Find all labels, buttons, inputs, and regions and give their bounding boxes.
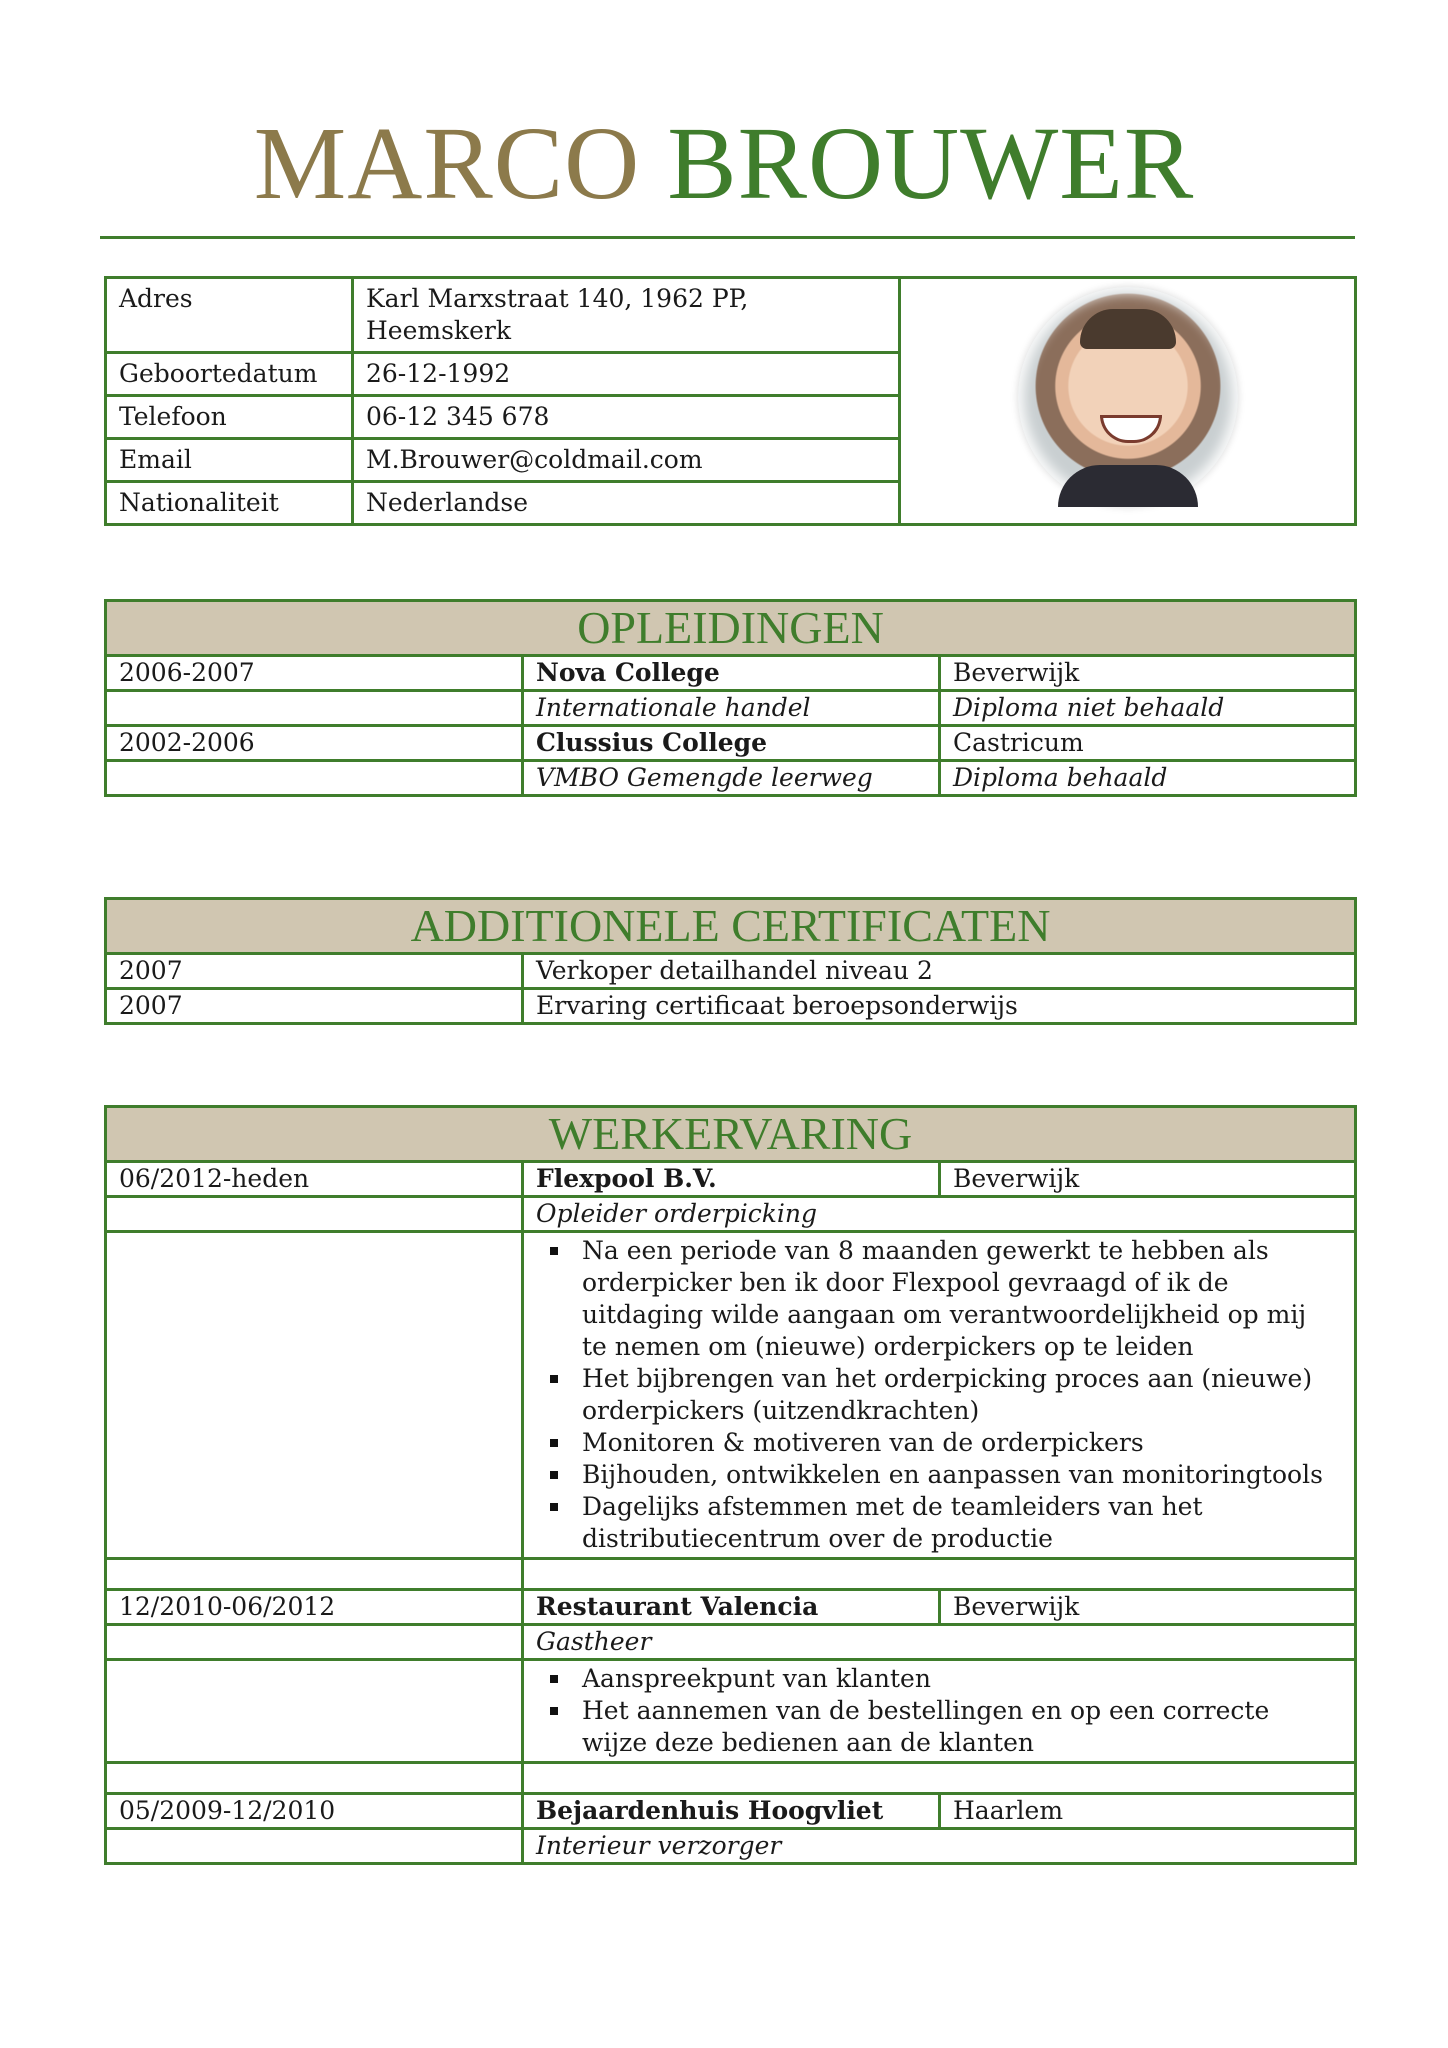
table-row [106,1232,1356,1559]
table-row [106,1559,1356,1590]
edu-school: Clussius College [523,726,940,761]
task-list [536,1661,1336,1761]
job-city: Haarlem [940,1794,1356,1829]
job-period: 06/2012-heden [106,1162,523,1197]
header-divider [100,236,1355,239]
photo-hair [1080,309,1176,349]
job-company: Restaurant Valencia [523,1590,940,1625]
task-list [536,1233,1336,1557]
table-row [106,278,1356,353]
edu-program: VMBO Gemengde leerweg [523,761,940,796]
edu-school: Nova College [523,656,940,691]
empty-cell [106,1660,523,1763]
info-label: Email [106,439,353,482]
table-row [106,691,1356,726]
job-company: Flexpool B.V. [523,1162,940,1197]
job-company: Bejaardenhuis Hoogvliet [523,1794,940,1829]
table-row [106,1590,1356,1625]
spacer-cell [523,1763,1356,1794]
job-role: Interieur verzorger [523,1829,1356,1864]
candidate-name [0,106,1448,221]
first-name: MARCO [253,106,641,221]
list-item: Het aannemen van de bestellingen en op een correcte wijze deze bedienen aan de klanten [536,1695,1336,1759]
table-row [106,601,1356,656]
profile-photo [1018,287,1238,507]
job-tasks [523,1232,1356,1559]
cert-name: Ervaring certificaat beroepsonderwijs [523,989,1356,1024]
edu-period: 2006-2007 [106,656,523,691]
table-row [106,1829,1356,1864]
info-label: Adres [106,278,353,353]
list-item: Dagelijks afstemmen met de teamleiders van het distributiecentrum over de productie [536,1491,1336,1555]
edu-result: Diploma niet behaald [940,691,1356,726]
photo-smile [1100,415,1162,443]
info-value: Karl Marxstraat 140, 1962 PP, Heemskerk [353,278,900,353]
work-experience-table [104,1105,1357,1865]
empty-cell [106,691,523,726]
empty-cell [106,1197,523,1232]
section-title-certificates: ADDITIONELE CERTIFICATEN [106,899,1356,954]
section-title-work: WERKERVARING [106,1107,1356,1162]
table-row [106,1107,1356,1162]
job-tasks [523,1660,1356,1763]
personal-info-table [104,276,1357,526]
list-item: Na een periode van 8 maanden gewerkt te hebben als orderpicker ben ik door Flexpool gevraagd of ik de uitdaging wilde aangaan om verantwoordelijkheid op mij te nemen om (nieuwe) orderpickers op te leiden [536,1235,1336,1363]
education-table [104,599,1357,797]
cert-year: 2007 [106,954,523,989]
list-item: Bijhouden, ontwikkelen en aanpassen van monitoringtools [536,1459,1336,1491]
info-value: 06-12 345 678 [353,396,900,439]
cert-year: 2007 [106,989,523,1024]
job-city: Beverwijk [940,1162,1356,1197]
job-role: Opleider orderpicking [523,1197,1356,1232]
table-row [106,1625,1356,1660]
table-row [106,761,1356,796]
edu-program: Internationale handel [523,691,940,726]
empty-cell [106,1625,523,1660]
spacer-cell [523,1559,1356,1590]
info-value: 26-12-1992 [353,353,900,396]
section-title-education: OPLEIDINGEN [106,601,1356,656]
spacer-cell [106,1559,523,1590]
last-name: BROUWER [667,106,1195,221]
empty-cell [106,1829,523,1864]
table-row [106,656,1356,691]
job-period: 12/2010-06/2012 [106,1590,523,1625]
table-row [106,1162,1356,1197]
empty-cell [106,1232,523,1559]
list-item: Monitoren & motiveren van de orderpickers [536,1427,1336,1459]
empty-cell [106,761,523,796]
info-label: Telefoon [106,396,353,439]
job-role: Gastheer [523,1625,1356,1660]
table-row [106,726,1356,761]
table-row [106,899,1356,954]
edu-city: Castricum [940,726,1356,761]
info-label: Nationaliteit [106,482,353,525]
table-row [106,989,1356,1024]
table-row [106,954,1356,989]
spacer-cell [106,1763,523,1794]
job-period: 05/2009-12/2010 [106,1794,523,1829]
table-row [106,1660,1356,1763]
edu-city: Beverwijk [940,656,1356,691]
table-row [106,1197,1356,1232]
photo-cell [900,278,1356,525]
cert-name: Verkoper detailhandel niveau 2 [523,954,1356,989]
info-value: Nederlandse [353,482,900,525]
email-link[interactable]: M.Brouwer@coldmail.com [353,439,900,482]
photo-shirt [1058,465,1198,507]
table-row [106,1763,1356,1794]
edu-result: Diploma behaald [940,761,1356,796]
table-row [106,1794,1356,1829]
info-label: Geboortedatum [106,353,353,396]
list-item: Aanspreekpunt van klanten [536,1663,1336,1695]
certificates-table [104,897,1357,1025]
edu-period: 2002-2006 [106,726,523,761]
job-city: Beverwijk [940,1590,1356,1625]
list-item: Het bijbrengen van het orderpicking proces aan (nieuwe) orderpickers (uitzendkrachten) [536,1363,1336,1427]
